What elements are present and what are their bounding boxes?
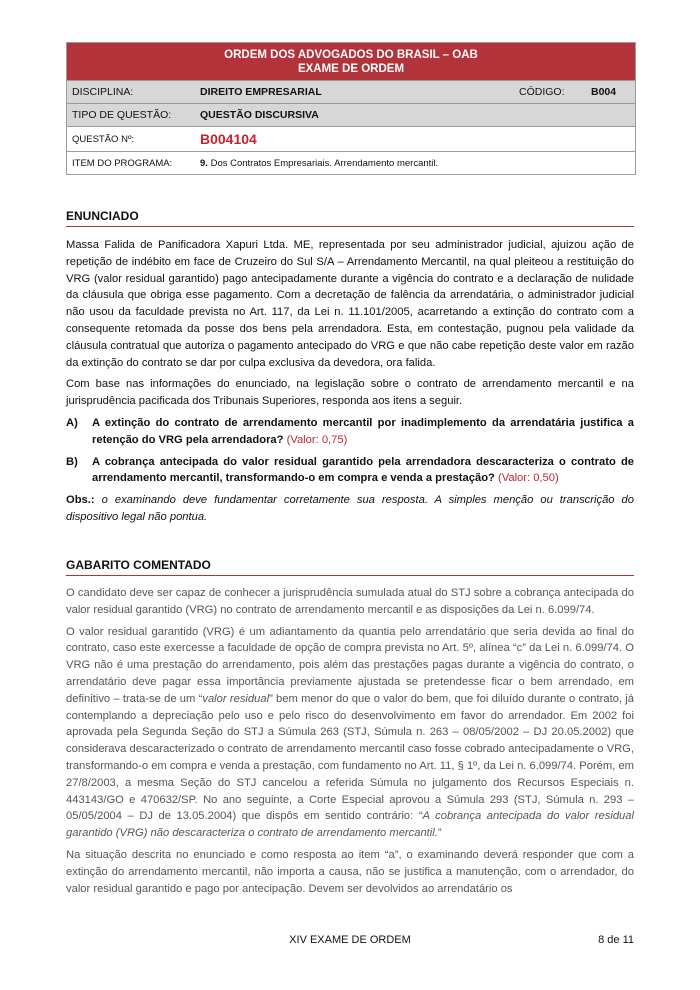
disciplina-row	[67, 80, 635, 103]
gabarito-paragraph-1: O candidato deve ser capaz de conhecer a jurisprudência sumulada atual do STJ sobre a cobrança antecipada do valor residual garantido (VRG) no contrato de arrendamento mercantil e as disposições da Lei n. 6.099/74.	[66, 587, 634, 616]
item-a-text: A extinção do contrato de arrendamento mercantil por inadimplemento da arrendatária justifica a retenção do VRG pela arrendadora?	[92, 416, 634, 446]
gabarito-paragraph-2	[66, 624, 634, 842]
tipo-value: QUESTÃO DISCURSIVA	[200, 109, 319, 121]
item-programa-text: Dos Contratos Empresariais. Arrendamento mercantil.	[207, 157, 439, 169]
item-b-letter: B)	[66, 455, 78, 468]
footer-page-number: 8 de 11	[598, 934, 634, 946]
codigo-label: CÓDIGO:	[519, 86, 565, 98]
gabarito-p2-part-a: O valor residual garantido (VRG) é um adiantamento da quantia pelo arrendatário que seria devida ao final do contrato, caso este exercesse a faculdade de opção de compra prevista no Art. 5º, alínea “c” da Lei n. 6.099/74. O VRG não é uma prestação do arrendamento, pois além das prestações pagas durante a vigência do contrato, o arrendatário deve pagar essa importância previamente ajustada se pretendesse ficar o bem arrendado, em definitivo – trata-se de um “	[66, 625, 634, 705]
gabarito-p2-emphasis-1: valor residual	[202, 692, 270, 705]
disciplina-value: DIREITO EMPRESARIAL	[200, 86, 322, 98]
question-item-b	[66, 454, 634, 488]
item-programa-label: ITEM DO PROGRAMA:	[72, 157, 173, 169]
item-programa-number: 9.	[200, 157, 208, 169]
item-a-text-wrap	[92, 415, 634, 449]
enunciado-heading: ENUNCIADO	[66, 209, 634, 227]
gabarito-body	[66, 585, 634, 902]
item-b-text: A cobrança antecipada do valor residual garantido pela arrendadora descaracteriza o contrato de arrendamento mercantil, transformando-o em compra e venda a prestação?	[92, 455, 634, 485]
obs-text: o examinando deve fundamentar corretamente sua resposta. A simples menção ou transcrição do dispositivo legal não pontua.	[66, 494, 634, 523]
questao-label: QUESTÃO Nº:	[72, 133, 135, 145]
codigo-value: B004	[591, 86, 617, 98]
header-title-line1: ORDEM DOS ADVOGADOS DO BRASIL – OAB	[224, 49, 478, 61]
gabarito-p2-part-c: ”	[437, 827, 442, 840]
disciplina-label: DISCIPLINA:	[72, 86, 134, 98]
item-a-letter: A)	[66, 416, 78, 429]
gabarito-p2-emphasis-2: A cobrança antecipada do valor residual garantido (VRG) não descaracteriza o contrato de arrendamento mercantil.	[66, 810, 634, 840]
header-title-line2: EXAME DE ORDEM	[297, 63, 405, 75]
gabarito-paragraph-3: Na situação descrita no enunciado e como resposta ao item “a”, o examinando deverá responder que com a extinção do arrendamento mercantil, não importa a causa, não se justifica a manutenção, com o arrendador, do valor residual garantido e pago por antecipação. Devem ser devolvidos ao arrendatário os	[66, 848, 634, 895]
gabarito-p2-part-b: ” bem menor do que o valor do bem, que foi diluído durante o contrato, já contemplando a depreciação pelo uso e pelo risco do desenvolvimento em favor do arrendador. Em 2002 foi aprovada pela Segunda Seção do STJ a Súmula 263 (STJ, Súmula n. 263 – 08/05/2002 – DJ 20.05.2002) que considerava descaracterizado o contrato de arrendamento mercantil caso fosse cobrado antecipadamente o VRG, transformando-o em compra e venda a prestação, com fundamento no Art. 11, § 1º, da Lei n. 6.099/74. Porém, em 27/8/2003, a mesma Seção do STJ cancelou a referida Súmula no julgamento dos Recursos Especiais n. 443143/GO e 470632/SP. No ano seguinte, a Corte Especial aprovou a Súmula 293 (STJ, Súmula n. 293 – 05/05/2004 – DJ de 13.05.2004) que dispôs em sentido contrário: “	[66, 692, 635, 823]
tipo-row	[67, 103, 635, 126]
item-a-valor: (Valor: 0,75)	[286, 433, 348, 446]
enunciado-paragraph-1: Massa Falida de Panificadora Xapuri Ltda. ME, representada por seu administrador judicial, ajuizou ação de repetição de indébito em face de Cruzeiro do Sul S/A – Arrendamento Mercantil, na qual pleiteou a restituição do VRG (valor residual garantido) pago antecipadamente durante a vigência do contrato e a declaração de nulidade da cláusula que obriga esse pagamento. Com a decretação de falência da arrendatária, o administrador judicial não usou da faculdade prevista no Art. 117, da Lei n. 11.101/2005, acarretando a extinção do contrato com a consequente retomada da posse dos bens pela arrendadora. Esta, em contestação, pugnou pela validade da cláusula contratual que autoriza o pagamento antecipado do VRG e que não cabe repetição deste valor em razão da extinção do contrato se dar por culpa exclusiva da devedora, ora falida.	[66, 239, 634, 369]
enunciado-paragraph-2: Com base nas informações do enunciado, na legislação sobre o contrato de arrendamento mercantil e na jurisprudência pacificada dos Tribunais Superiores, responda aos itens a seguir.	[66, 378, 634, 408]
tipo-label: TIPO DE QUESTÃO:	[72, 109, 172, 121]
question-item-a	[66, 415, 634, 449]
item-programa-row	[67, 151, 635, 174]
questao-row	[67, 126, 635, 151]
gabarito-heading: GABARITO COMENTADO	[66, 558, 634, 576]
item-b-valor: (Valor: 0,50)	[497, 472, 559, 485]
questao-value: B004104	[200, 131, 257, 147]
item-programa-value	[200, 158, 635, 169]
obs-label: Obs.:	[66, 494, 95, 507]
enunciado-body	[66, 237, 634, 531]
footer-exam-name: XIV EXAME DE ORDEM	[289, 934, 411, 946]
obs-note	[66, 492, 634, 526]
item-b-text-wrap	[92, 454, 634, 488]
header-table	[66, 42, 636, 175]
header-title	[67, 43, 635, 80]
